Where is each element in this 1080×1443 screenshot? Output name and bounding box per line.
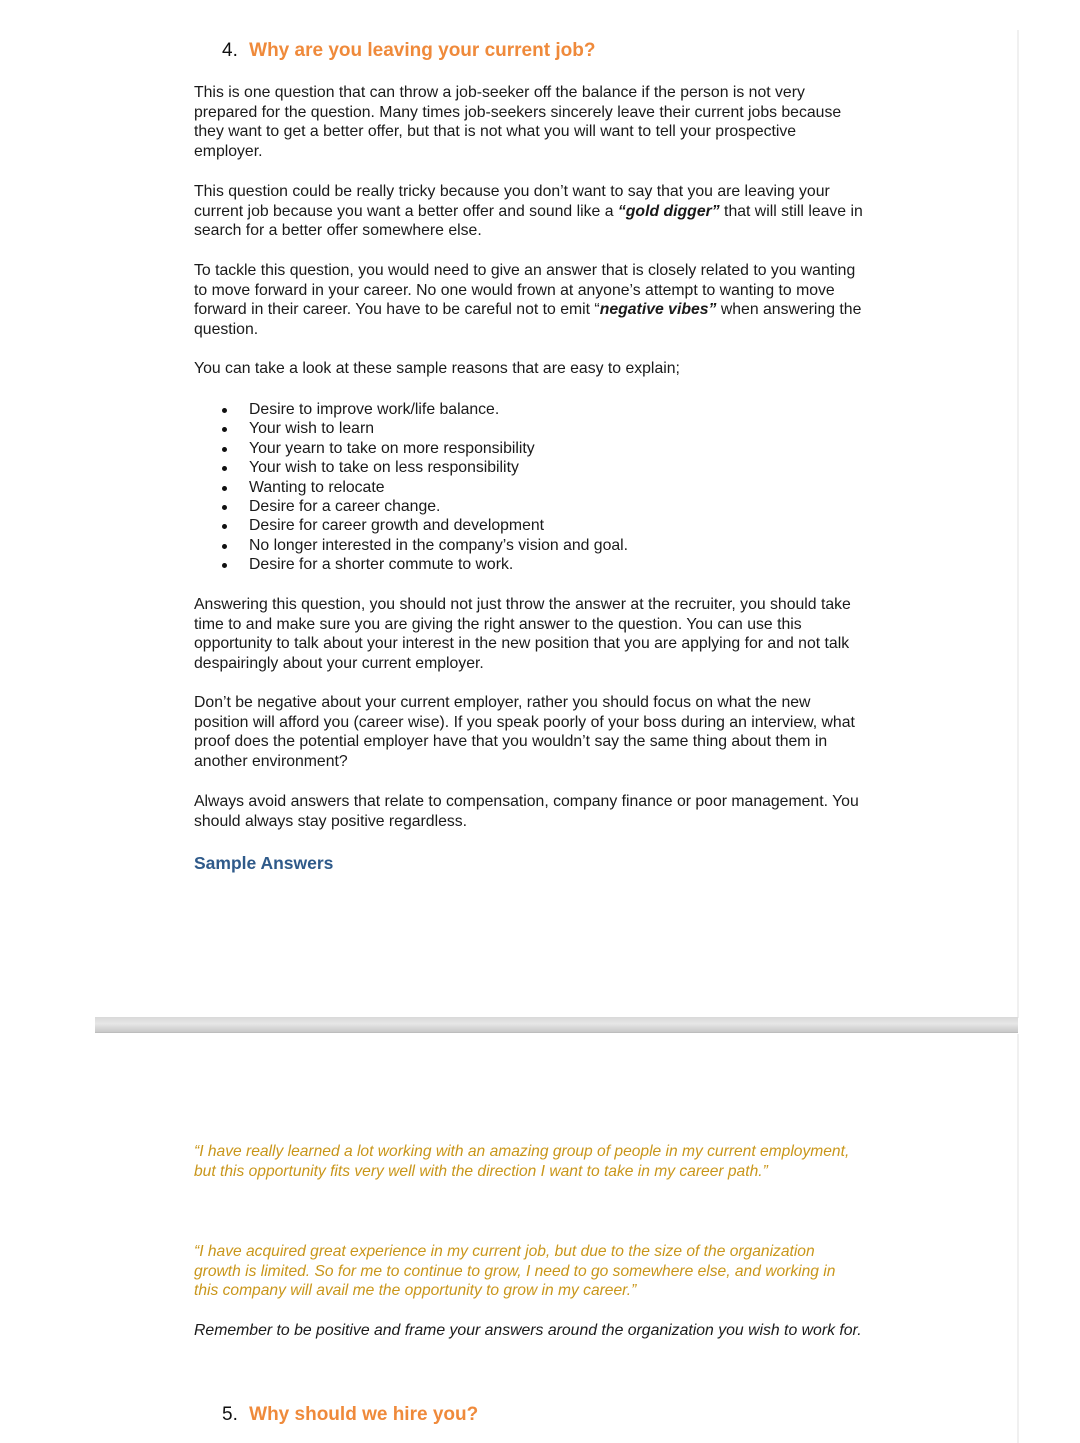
- paragraph-sample-reasons: [194, 359, 919, 379]
- paragraph-answering: [194, 595, 919, 673]
- list-item: No longer interested in the company’s vision and goal.: [220, 536, 628, 555]
- text-line: growth is limited. So for me to continue to grow, I need to go somewhere else, and working in: [194, 1262, 836, 1280]
- section-4-title: Why are you leaving your current job?: [249, 40, 596, 61]
- text-line: question.: [194, 320, 259, 338]
- text-line: employer.: [194, 142, 263, 160]
- text-line: search for a better offer somewhere else.: [194, 222, 482, 239]
- paragraph-dont-be-negative: [194, 693, 919, 771]
- sample-answer-1: [194, 1142, 934, 1181]
- section-5-number: 5.: [222, 1404, 238, 1425]
- text-line: to move forward in your career. No one would frown at anyone’s attempt to wanting to move: [194, 281, 835, 299]
- list-item: Desire for a shorter commute to work.: [220, 555, 628, 574]
- text-line: prepared for the question. Many times job-seekers sincerely leave their current jobs because: [194, 103, 842, 121]
- reasons-list: [220, 400, 628, 575]
- list-item: Desire for career growth and development: [220, 516, 628, 535]
- text-line: opportunity to talk about your interest in the new position that you are applying for and not talk: [194, 635, 850, 652]
- paragraph-tackle: [194, 261, 919, 339]
- text-line: Always avoid answers that relate to compensation, company finance or poor management. You: [194, 793, 859, 810]
- text-line: Don’t be negative about your current employer, rather you should focus on what the new: [194, 694, 811, 711]
- text-line: To tackle this question, you would need to give an answer that is closely related to you wanting: [194, 262, 856, 279]
- text-fragment: when answering the: [716, 301, 862, 318]
- text-line: despairingly about your current employer.: [194, 654, 484, 672]
- paragraph-tricky: [194, 182, 919, 241]
- text-line: position will afford you (career wise). If you speak poorly of your boss during an interview, what: [194, 713, 855, 731]
- list-item: Your wish to take on less responsibility: [220, 458, 628, 477]
- paragraph-intro: [194, 83, 919, 161]
- text-line: This question could be really tricky because you don’t want to say that you are leaving your: [194, 183, 830, 200]
- paragraph-avoid: [194, 792, 919, 831]
- sample-answers-heading: Sample Answers: [194, 853, 334, 873]
- text-fragment: current job because you want a better offer and sound like a: [194, 202, 618, 220]
- list-item: Your yearn to take on more responsibility: [220, 439, 628, 458]
- sample-answer-2: [194, 1242, 934, 1301]
- section-4-number: 4.: [222, 40, 238, 61]
- gold-digger-emphasis: “gold digger”: [617, 202, 720, 220]
- text-line: “I have really learned a lot working with an amazing group of people in my current employment,: [194, 1143, 850, 1160]
- page-right-edge: [1017, 30, 1019, 1018]
- section-5-heading: [222, 1403, 478, 1427]
- list-item: Desire for a career change.: [220, 497, 628, 516]
- section-4-heading: [222, 39, 595, 63]
- text-line: proof does the potential employer have that you wouldn’t say the same thing about them in: [194, 733, 828, 750]
- text-line: should always stay positive regardless.: [194, 812, 468, 830]
- text-fragment: that will still leave in: [719, 202, 863, 220]
- text-line: time to and make sure you are giving the right answer to the question. You can use this: [194, 615, 802, 633]
- list-item: Your wish to learn: [220, 419, 628, 438]
- remember-note: Remember to be positive and frame your answers around the organization you wish to work for.: [194, 1322, 862, 1339]
- text-line: Answering this question, you should not just throw the answer at the recruiter, you should take: [194, 596, 851, 613]
- text-line: [194, 202, 919, 222]
- text-fragment: forward in their career. You have to be careful not to emit “: [194, 301, 600, 318]
- text-line: this company will avail me the opportunity to grow in my career.”: [194, 1282, 637, 1299]
- list-item: Wanting to relocate: [220, 478, 628, 497]
- text-line: another environment?: [194, 752, 348, 770]
- text-line: This is one question that can throw a job-seeker off the balance if the person is not very: [194, 84, 805, 101]
- page-right-edge-2: [1017, 1034, 1019, 1443]
- text-line: they want to get a better offer, but that is not what you will want to tell your prospective: [194, 123, 797, 140]
- list-item: Desire to improve work/life balance.: [220, 400, 628, 419]
- section-5-title: Why should we hire you?: [249, 1404, 479, 1425]
- text-line: “I have acquired great experience in my current job, but due to the size of the organization: [194, 1243, 815, 1260]
- negative-vibes-emphasis: negative vibes”: [599, 301, 717, 318]
- text-line: You can take a look at these sample reasons that are easy to explain;: [194, 360, 680, 377]
- text-line: [194, 300, 919, 320]
- page-break-divider: [95, 1017, 1018, 1033]
- text-line: but this opportunity fits very well with the direction I want to take in my career path.”: [194, 1162, 768, 1180]
